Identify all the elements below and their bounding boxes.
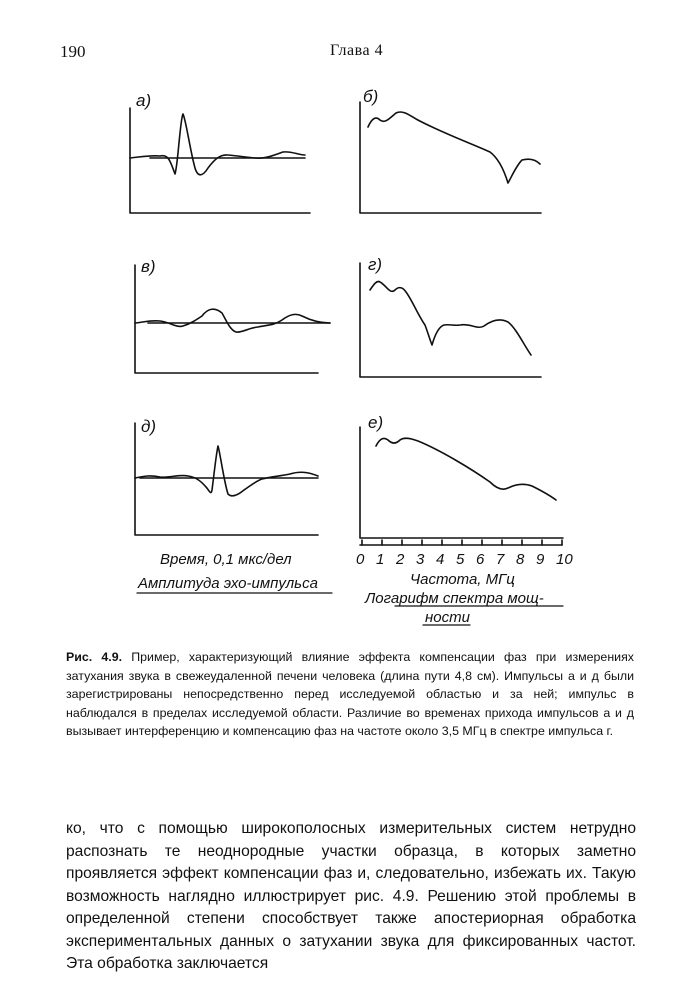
- frequency-axis-ticks: [360, 540, 562, 545]
- figure-caption: [66, 648, 634, 741]
- panel-g-spectrum: [370, 281, 531, 355]
- amplitude-label: Амплитуда эхо-импульса: [138, 575, 318, 592]
- panel-e: [360, 427, 563, 538]
- frequency-tick-label: 4: [436, 551, 445, 568]
- panel-a-label: а): [136, 91, 152, 110]
- panel-e-spectrum: [376, 438, 556, 500]
- frequency-tick-label: 3: [416, 551, 425, 568]
- panel-b-spectrum: [368, 112, 540, 183]
- frequency-tick-label: 5: [456, 551, 465, 568]
- panel-b: [360, 102, 541, 213]
- panel-v-label: в): [141, 257, 156, 276]
- frequency-tick-label: 7: [496, 551, 505, 568]
- panel-d: [135, 423, 318, 535]
- panel-e-label: е): [368, 413, 384, 432]
- panel-v: [135, 265, 330, 373]
- frequency-tick-label: 2: [396, 551, 405, 568]
- page-number: 190: [60, 42, 86, 61]
- frequency-tick-label: 10: [556, 551, 573, 568]
- frequency-tick-label: 1: [376, 551, 385, 568]
- panel-d-label: д): [141, 417, 157, 436]
- panel-g: [360, 263, 541, 377]
- panel-v-axes: [135, 265, 318, 373]
- panel-v-waveform: [135, 309, 330, 332]
- log-spectrum-label-line2: ности: [425, 609, 470, 626]
- frequency-tick-label: 9: [536, 551, 545, 568]
- panel-g-label: г): [368, 255, 383, 274]
- panel-d-waveform: [135, 446, 318, 496]
- frequency-tick-label: 8: [516, 551, 525, 568]
- frequency-axis-label: Частота, МГц: [410, 571, 515, 588]
- frequency-tick-label: 6: [476, 551, 485, 568]
- panel-e-axes: [360, 427, 563, 538]
- panel-d-axes: [135, 423, 318, 535]
- log-spectrum-label-line1: Логарифм спектра мощ-: [365, 590, 544, 607]
- panel-a: [130, 108, 310, 213]
- time-axis-label: Время, 0,1 мкс/дел: [160, 551, 292, 568]
- panel-b-axes: [360, 102, 541, 213]
- panel-g-axes: [360, 263, 541, 377]
- caption-text: Пример, характеризующий влияние эффекта компенсации фаз при измерениях затухания звука в свежеудаленной печени человека (длина пути 4,8 см). Импульсы а и д были зарегистрированы непосредственно перед исследуемой областью и за ней; импульс в наблюдался в пределах исследуемой области. Различие во временах прихода импульсов а и д вызывает интерференцию и компенсацию фаз на частоте около 3,5 МГц в спектре импульса г.: [66, 650, 634, 738]
- panel-a-waveform: [130, 114, 305, 175]
- running-head: Глава 4: [330, 42, 384, 59]
- caption-label: Рис. 4.9.: [66, 650, 123, 664]
- panel-b-label: б): [363, 87, 379, 106]
- frequency-tick-labels: [356, 551, 573, 568]
- panel-a-axes: [130, 108, 310, 213]
- frequency-tick-label: 0: [356, 551, 365, 568]
- body-paragraph: ко, что с помощью широкополосных измерительных систем нетрудно распознать те неоднородные участки образца, в которых заметно проявляется эффект компенсации фаз и, следовательно, избежать их. Такую возможность наглядно иллюстрирует рис. 4.9. Решению этой проблемы в определенной степени способствует также апостериорная обработка экспериментальных данных о затухании звука для фиксированных частот. Эта обработка заключается: [66, 820, 636, 972]
